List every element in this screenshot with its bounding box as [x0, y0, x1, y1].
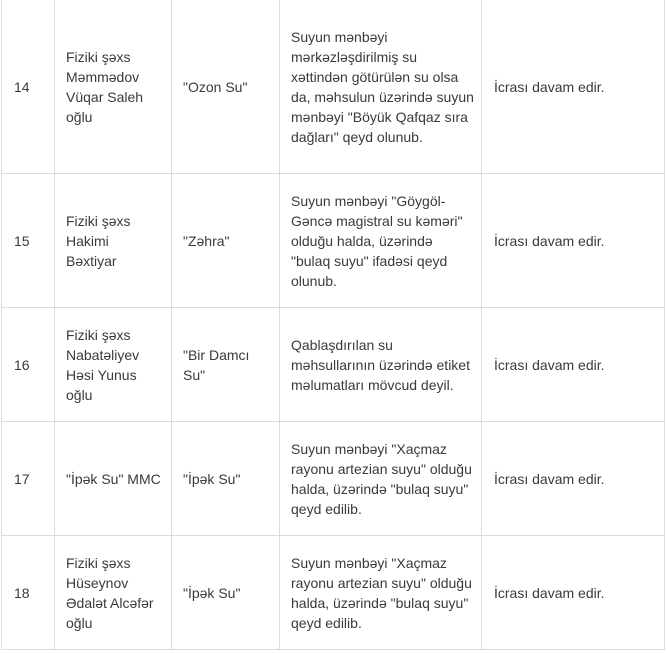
violation-description: Suyun mənbəyi "Göygöl-Gəncə magistral su kəməri" olduğu halda, üzərində "bulaq suyu" ifadəsi qeyd olunub. — [280, 174, 482, 308]
brand-name: "Ozon Su" — [172, 0, 280, 174]
row-number: 14 — [2, 0, 55, 174]
brand-name: "İpək Su" — [172, 536, 280, 650]
entity-name: Fiziki şəxs Məmmədov Vüqar Saleh oğlu — [55, 0, 172, 174]
violation-description: Suyun mənbəyi "Xaçmaz rayonu artezian suyu" olduğu halda, üzərində "bulaq suyu" qeyd edilib. — [280, 536, 482, 650]
execution-status: İcrası davam edir. — [482, 0, 665, 174]
brand-name: "Zəhra" — [172, 174, 280, 308]
table-row — [2, 0, 665, 174]
table-row — [2, 422, 665, 536]
execution-status: İcrası davam edir. — [482, 308, 665, 422]
execution-status: İcrası davam edir. — [482, 422, 665, 536]
violation-description: Suyun mənbəyi "Xaçmaz rayonu artezian suyu" olduğu halda, üzərində "bulaq suyu" qeyd edilib. — [280, 422, 482, 536]
table-row — [2, 536, 665, 650]
execution-status: İcrası davam edir. — [482, 536, 665, 650]
entity-name: Fiziki şəxs Nabatəliyev Həsi Yunus oğlu — [55, 308, 172, 422]
entity-name: "İpək Su" MMC — [55, 422, 172, 536]
table-row — [2, 308, 665, 422]
violation-description: Qablaşdırılan su məhsullarının üzərində etiket məlumatları mövcud deyil. — [280, 308, 482, 422]
entity-name: Fiziki şəxs Hakimi Bəxtiyar — [55, 174, 172, 308]
brand-name: "İpək Su" — [172, 422, 280, 536]
table-row — [2, 174, 665, 308]
row-number: 16 — [2, 308, 55, 422]
violation-description: Suyun mənbəyi mərkəzləşdirilmiş su xəttindən götürülən su olsa da, məhsulun üzərində suyun mənbəyi "Böyük Qafqaz sıra dağları" qeyd olunub. — [280, 0, 482, 174]
entity-name: Fiziki şəxs Hüseynov Ədalət Alcəfər oğlu — [55, 536, 172, 650]
row-number: 17 — [2, 422, 55, 536]
execution-status: İcrası davam edir. — [482, 174, 665, 308]
row-number: 18 — [2, 536, 55, 650]
row-number: 15 — [2, 174, 55, 308]
brand-name: "Bir Damcı Su" — [172, 308, 280, 422]
violations-table — [1, 0, 665, 650]
